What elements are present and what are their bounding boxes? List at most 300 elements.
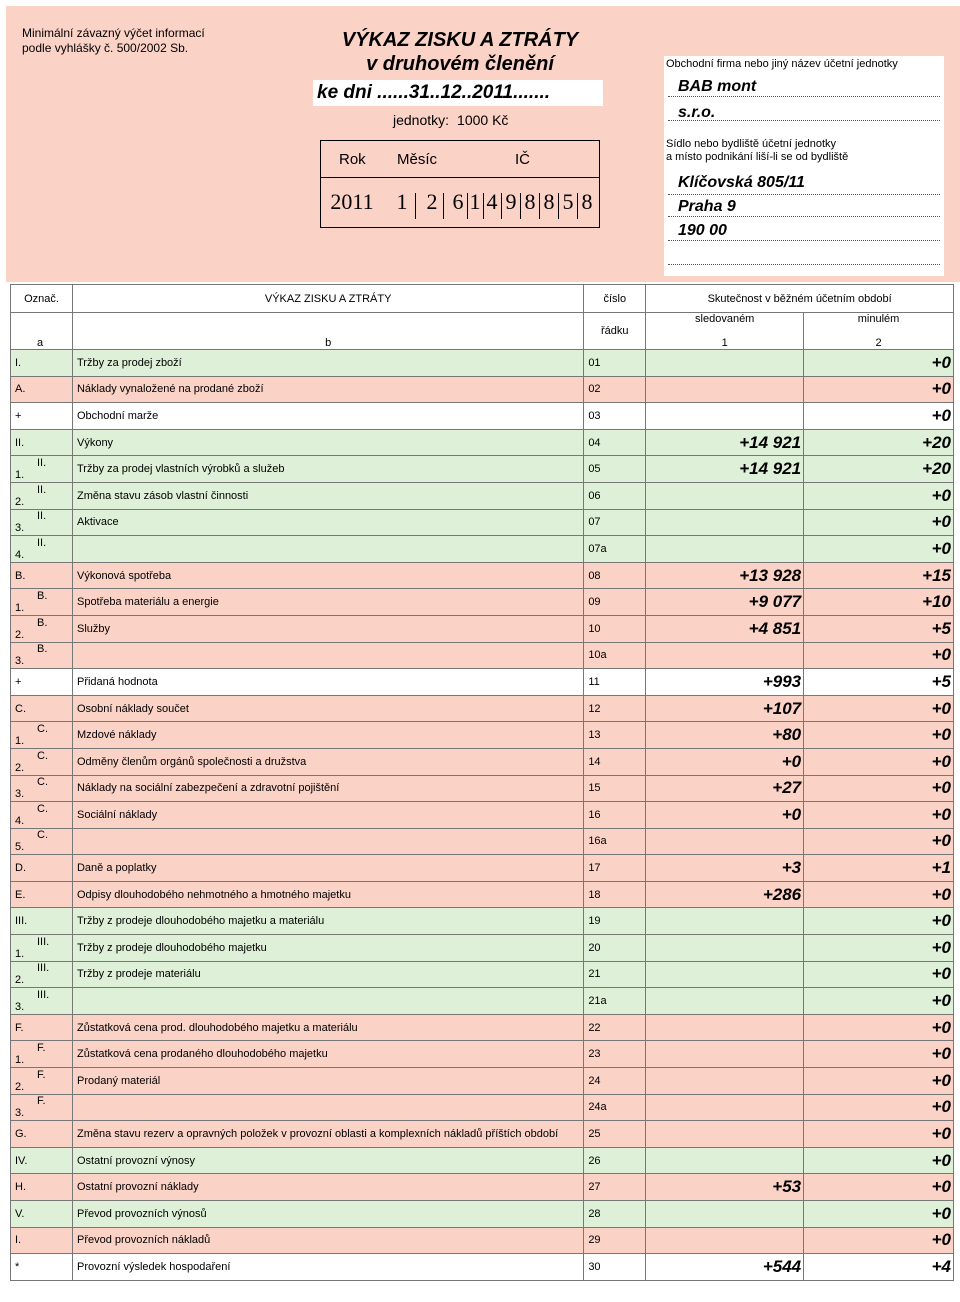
- row-line-number: 12: [584, 695, 646, 722]
- table-row: [11, 376, 954, 403]
- row-previous-value: +0: [804, 403, 954, 430]
- header-col-a: a: [11, 313, 73, 350]
- row-line-number: 03: [584, 403, 646, 430]
- row-label: Sociální náklady: [72, 802, 583, 829]
- row-mark-main: D.: [15, 862, 26, 875]
- row-current-value: +3: [646, 855, 804, 882]
- row-mark-main: II.: [37, 483, 47, 496]
- row-current-value: [646, 1041, 804, 1068]
- row-mark-sub: 1.: [15, 469, 25, 482]
- row-label: Odměny členům orgánů společnosti a družstva: [72, 748, 583, 775]
- firm-caption: Obchodní firma nebo jiný název účetní jednotky: [666, 58, 898, 70]
- row-previous-value: +5: [804, 669, 954, 696]
- digit-separator: [415, 193, 416, 219]
- row-line-number: 10a: [584, 642, 646, 669]
- row-previous-value: +0: [804, 1068, 954, 1095]
- table-row: [11, 1121, 954, 1148]
- table-row: [11, 1227, 954, 1254]
- row-line-number: 16a: [584, 828, 646, 855]
- row-mark-main: *: [15, 1260, 20, 1273]
- address-line1: Klíčovská 805/11: [678, 174, 805, 191]
- units-value: 1000 Kč: [457, 112, 509, 128]
- row-current-value: [646, 908, 804, 935]
- row-label: Tržby z prodeje materiálu: [72, 961, 583, 988]
- table-row: [11, 642, 954, 669]
- table-row: [11, 589, 954, 616]
- units: [393, 112, 508, 128]
- table-row: [11, 828, 954, 855]
- row-mark-main: C.: [37, 776, 48, 789]
- row-line-number: 24a: [584, 1094, 646, 1121]
- row-previous-value: +10: [804, 589, 954, 616]
- ic-label: IČ: [515, 151, 530, 168]
- dotted-line: [668, 194, 940, 195]
- row-mark: [11, 881, 73, 908]
- table-row: [11, 615, 954, 642]
- month-digit: 1: [396, 189, 408, 214]
- row-line-number: 07: [584, 509, 646, 536]
- row-previous-value: +0: [804, 695, 954, 722]
- row-mark-main: A.: [15, 383, 26, 396]
- row-label: Zůstatková cena prod. dlouhodobého majetku a materiálu: [72, 1014, 583, 1041]
- ic-digit: 8: [524, 189, 536, 214]
- row-mark-main: E.: [15, 888, 26, 901]
- row-line-number: 27: [584, 1174, 646, 1201]
- row-current-value: [646, 1201, 804, 1228]
- ic-digit: 5: [562, 189, 574, 214]
- row-line-number: 30: [584, 1254, 646, 1281]
- row-current-value: [646, 350, 804, 377]
- row-mark-sub: 1.: [15, 735, 25, 748]
- row-current-value: +4 851: [646, 615, 804, 642]
- row-current-value: [646, 1121, 804, 1148]
- row-current-value: +9 077: [646, 589, 804, 616]
- digit-separator: [520, 193, 521, 219]
- row-previous-value: +0: [804, 482, 954, 509]
- table-row: [11, 748, 954, 775]
- row-label: Zůstatková cena prodaného dlouhodobého majetku: [72, 1041, 583, 1068]
- row-line-number: 15: [584, 775, 646, 802]
- row-line-number: 28: [584, 1201, 646, 1228]
- row-mark: [11, 855, 73, 882]
- row-line-number: 04: [584, 429, 646, 456]
- year-label: Rok: [339, 151, 366, 168]
- row-mark-main: I.: [15, 1234, 22, 1247]
- month-label: Měsíc: [397, 151, 438, 168]
- row-current-value: +80: [646, 722, 804, 749]
- row-line-number: 24: [584, 1068, 646, 1095]
- row-current-value: [646, 482, 804, 509]
- table-row: [11, 429, 954, 456]
- row-line-number: 16: [584, 802, 646, 829]
- row-mark: [11, 775, 73, 802]
- row-mark: [11, 908, 73, 935]
- table-row: [11, 1068, 954, 1095]
- header-line-number-bottom: řádku: [584, 313, 646, 350]
- ic-digit: 1: [469, 189, 481, 214]
- table-row: [11, 1147, 954, 1174]
- row-current-value: +14 921: [646, 429, 804, 456]
- row-mark-main: III.: [37, 935, 50, 948]
- table-header-row: [11, 313, 954, 350]
- row-label: Změna stavu zásob vlastní činnosti: [72, 482, 583, 509]
- row-mark: [11, 1201, 73, 1228]
- row-label: Aktivace: [72, 509, 583, 536]
- row-mark: [11, 589, 73, 616]
- row-label: Osobní náklady součet: [72, 695, 583, 722]
- row-label: Prodaný materiál: [72, 1068, 583, 1095]
- table-header-row: [11, 285, 954, 313]
- row-previous-value: +0: [804, 1147, 954, 1174]
- row-mark: [11, 1014, 73, 1041]
- row-previous-value: +0: [804, 775, 954, 802]
- row-current-value: [646, 988, 804, 1015]
- report-title-line2: v druhovém členění: [366, 53, 554, 75]
- table-row: [11, 802, 954, 829]
- row-line-number: 25: [584, 1121, 646, 1148]
- row-mark-main: B.: [37, 643, 48, 656]
- table-row: [11, 1041, 954, 1068]
- row-mark-main: +: [15, 675, 22, 688]
- table-row: [11, 1094, 954, 1121]
- row-current-value: [646, 1014, 804, 1041]
- row-current-value: [646, 935, 804, 962]
- row-line-number: 20: [584, 935, 646, 962]
- row-mark-sub: 2.: [15, 761, 25, 774]
- row-label: Ostatní provozní náklady: [72, 1174, 583, 1201]
- row-mark: [11, 509, 73, 536]
- ic-digit: 4: [486, 189, 498, 214]
- row-previous-value: +0: [804, 376, 954, 403]
- row-current-value: [646, 536, 804, 563]
- row-label: [72, 988, 583, 1015]
- row-mark-sub: 1.: [15, 602, 25, 615]
- row-current-value: +53: [646, 1174, 804, 1201]
- row-label: Tržby za prodej vlastních výrobků a služeb: [72, 456, 583, 483]
- row-current-value: +27: [646, 775, 804, 802]
- row-mark: [11, 615, 73, 642]
- row-label: Odpisy dlouhodobého nehmotného a hmotného majetku: [72, 881, 583, 908]
- row-current-value: [646, 509, 804, 536]
- header-previous-label: minulém: [857, 313, 900, 325]
- seat-caption-line2: a místo podnikání liší-li se od bydliště: [666, 151, 849, 163]
- row-previous-value: +20: [804, 429, 954, 456]
- ic-digit: 8: [581, 189, 593, 214]
- row-mark-sub: 5.: [15, 841, 25, 854]
- row-current-value: [646, 376, 804, 403]
- report-date: ke dni ......31..12..2011.......: [313, 80, 603, 106]
- identification-digits: [321, 181, 601, 227]
- row-mark-sub: 2.: [15, 1080, 25, 1093]
- row-mark-main: II.: [15, 436, 25, 449]
- row-mark-main: IV.: [15, 1154, 28, 1167]
- row-mark-main: II.: [37, 510, 47, 523]
- row-mark: [11, 1174, 73, 1201]
- row-mark-main: H.: [15, 1181, 26, 1194]
- row-mark: [11, 1254, 73, 1281]
- row-mark: [11, 988, 73, 1015]
- row-mark-main: III.: [15, 915, 28, 928]
- row-mark: [11, 1041, 73, 1068]
- row-line-number: 29: [584, 1227, 646, 1254]
- row-previous-value: +0: [804, 536, 954, 563]
- row-label: Služby: [72, 615, 583, 642]
- dotted-line: [668, 264, 940, 265]
- row-line-number: 23: [584, 1041, 646, 1068]
- row-line-number: 17: [584, 855, 646, 882]
- digit-separator: [443, 193, 444, 219]
- row-current-value: +544: [646, 1254, 804, 1281]
- digit-separator: [501, 193, 502, 219]
- row-mark: [11, 722, 73, 749]
- row-current-value: +993: [646, 669, 804, 696]
- row-previous-value: +5: [804, 615, 954, 642]
- row-line-number: 01: [584, 350, 646, 377]
- dotted-line: [668, 120, 940, 121]
- row-mark: [11, 1068, 73, 1095]
- dotted-line: [668, 240, 940, 241]
- row-mark-sub: 4.: [15, 548, 25, 561]
- header-col-1: 1: [721, 337, 728, 349]
- table-row: [11, 350, 954, 377]
- table-row: [11, 935, 954, 962]
- seat-caption: [664, 138, 848, 164]
- row-mark: [11, 748, 73, 775]
- row-mark: [11, 403, 73, 430]
- table-row: [11, 509, 954, 536]
- table-row: [11, 908, 954, 935]
- row-line-number: 05: [584, 456, 646, 483]
- table-row: [11, 881, 954, 908]
- row-previous-value: +0: [804, 802, 954, 829]
- row-label: Náklady na sociální zabezpečení a zdravotní pojištění: [72, 775, 583, 802]
- row-mark-main: F.: [37, 1042, 46, 1055]
- row-label: Spotřeba materiálu a energie: [72, 589, 583, 616]
- row-mark-main: C.: [37, 802, 48, 815]
- row-line-number: 11: [584, 669, 646, 696]
- digit-separator: [558, 193, 559, 219]
- row-mark: [11, 1094, 73, 1121]
- row-mark-main: F.: [15, 1021, 24, 1034]
- row-label: Provozní výsledek hospodaření: [72, 1254, 583, 1281]
- row-mark-main: V.: [15, 1207, 25, 1220]
- row-mark-main: B.: [15, 569, 26, 582]
- seat-caption-line1: Sídlo nebo bydliště účetní jednotky: [666, 138, 837, 150]
- row-previous-value: +0: [804, 1227, 954, 1254]
- table-row: [11, 562, 954, 589]
- header-line-number: číslo: [584, 285, 646, 313]
- header-col-2: 2: [875, 337, 882, 349]
- row-line-number: 07a: [584, 536, 646, 563]
- row-line-number: 19: [584, 908, 646, 935]
- header-mark: Označ.: [11, 285, 73, 313]
- row-previous-value: +0: [804, 1041, 954, 1068]
- row-previous-value: +0: [804, 1014, 954, 1041]
- row-label: [72, 536, 583, 563]
- row-label: Tržby z prodeje dlouhodobého majetku: [72, 935, 583, 962]
- header-col-b: b: [72, 313, 583, 350]
- row-line-number: 09: [584, 589, 646, 616]
- row-current-value: +14 921: [646, 456, 804, 483]
- row-current-value: [646, 1094, 804, 1121]
- row-mark: [11, 562, 73, 589]
- row-current-value: +107: [646, 695, 804, 722]
- row-previous-value: +0: [804, 509, 954, 536]
- dotted-line: [668, 216, 940, 217]
- row-label: Daně a poplatky: [72, 855, 583, 882]
- row-mark-main: B.: [37, 590, 48, 603]
- row-mark: [11, 802, 73, 829]
- header-previous: [804, 313, 954, 350]
- row-mark: [11, 828, 73, 855]
- row-mark-main: F.: [37, 1068, 46, 1081]
- row-previous-value: +0: [804, 961, 954, 988]
- address-line2: Praha 9: [678, 198, 736, 215]
- row-current-value: [646, 828, 804, 855]
- row-mark-sub: 2.: [15, 628, 25, 641]
- row-line-number: 14: [584, 748, 646, 775]
- row-previous-value: +4: [804, 1254, 954, 1281]
- digit-separator: [577, 193, 578, 219]
- row-mark: [11, 429, 73, 456]
- row-current-value: +286: [646, 881, 804, 908]
- report-title-line1: VÝKAZ ZISKU A ZTRÁTY: [341, 29, 579, 51]
- row-label: [72, 642, 583, 669]
- row-label: [72, 828, 583, 855]
- row-mark-main: G.: [15, 1128, 27, 1141]
- row-mark-main: II.: [37, 457, 47, 470]
- row-line-number: 02: [584, 376, 646, 403]
- row-mark-main: I.: [15, 356, 22, 369]
- row-previous-value: +0: [804, 748, 954, 775]
- row-mark: [11, 1147, 73, 1174]
- row-mark: [11, 350, 73, 377]
- row-previous-value: +0: [804, 935, 954, 962]
- row-mark-main: III.: [37, 989, 50, 1002]
- table-row: [11, 482, 954, 509]
- row-line-number: 13: [584, 722, 646, 749]
- row-previous-value: +0: [804, 828, 954, 855]
- row-line-number: 22: [584, 1014, 646, 1041]
- table-row: [11, 1201, 954, 1228]
- month-digit: 2: [426, 189, 438, 214]
- row-line-number: 08: [584, 562, 646, 589]
- row-previous-value: +0: [804, 988, 954, 1015]
- year-value: 2011: [330, 189, 374, 214]
- row-mark: [11, 1121, 73, 1148]
- row-current-value: [646, 1068, 804, 1095]
- table-row: [11, 456, 954, 483]
- row-mark: [11, 1227, 73, 1254]
- row-mark-main: II.: [37, 536, 47, 549]
- row-current-value: +13 928: [646, 562, 804, 589]
- row-label: Přidaná hodnota: [72, 669, 583, 696]
- row-label: Tržby za prodej zboží: [72, 350, 583, 377]
- row-label: Ostatní provozní výnosy: [72, 1147, 583, 1174]
- ic-digit: 6: [452, 189, 464, 214]
- profit-loss-table: [10, 284, 954, 1281]
- table-row: [11, 961, 954, 988]
- row-previous-value: +15: [804, 562, 954, 589]
- table-row: [11, 695, 954, 722]
- row-label: Změna stavu rezerv a opravných položek v provozní oblasti a komplexních nákladů příštích období: [72, 1121, 583, 1148]
- row-mark: [11, 376, 73, 403]
- row-previous-value: +0: [804, 350, 954, 377]
- row-previous-value: +0: [804, 722, 954, 749]
- row-mark-sub: 3.: [15, 788, 25, 801]
- report-title: [300, 28, 620, 76]
- row-label: Výkonová spotřeba: [72, 562, 583, 589]
- row-current-value: [646, 1147, 804, 1174]
- table-row: [11, 855, 954, 882]
- table-row: [11, 1174, 954, 1201]
- row-mark-sub: 3.: [15, 522, 25, 535]
- row-previous-value: +0: [804, 908, 954, 935]
- row-mark-sub: 2.: [15, 974, 25, 987]
- table-row: [11, 775, 954, 802]
- company-box: [664, 56, 944, 276]
- header-reality: Skutečnost v běžném účetním období: [646, 285, 954, 313]
- legal-note-line2: podle vyhlášky č. 500/2002 Sb.: [22, 41, 189, 55]
- table-row: [11, 403, 954, 430]
- row-mark-main: +: [15, 409, 22, 422]
- row-mark: [11, 695, 73, 722]
- row-label: Tržby z prodeje dlouhodobého majetku a materiálu: [72, 908, 583, 935]
- row-current-value: [646, 961, 804, 988]
- legal-note-line1: Minimální závazný výčet informací: [22, 26, 205, 40]
- row-label: Náklady vynaložené na prodané zboží: [72, 376, 583, 403]
- legal-note: [22, 26, 242, 56]
- table-row: [11, 1254, 954, 1281]
- dotted-line: [668, 96, 940, 97]
- row-mark-main: C.: [37, 749, 48, 762]
- row-mark-sub: 3.: [15, 1001, 25, 1014]
- row-current-value: [646, 642, 804, 669]
- row-previous-value: +1: [804, 855, 954, 882]
- row-label: Výkony: [72, 429, 583, 456]
- row-mark-sub: 4.: [15, 814, 25, 827]
- row-mark-sub: 2.: [15, 495, 25, 508]
- ic-digit: 8: [543, 189, 555, 214]
- row-previous-value: +0: [804, 1094, 954, 1121]
- identification-box: [320, 140, 600, 228]
- row-label: Převod provozních nákladů: [72, 1227, 583, 1254]
- row-mark-main: C.: [37, 829, 48, 842]
- table-row: [11, 536, 954, 563]
- row-mark-sub: 1.: [15, 1054, 25, 1067]
- row-mark: [11, 935, 73, 962]
- row-previous-value: +0: [804, 881, 954, 908]
- row-current-value: [646, 1227, 804, 1254]
- row-previous-value: +0: [804, 1201, 954, 1228]
- row-current-value: +0: [646, 802, 804, 829]
- digit-separator: [483, 193, 484, 219]
- table-row: [11, 988, 954, 1015]
- row-mark: [11, 536, 73, 563]
- firm-name-line1: BAB mont: [678, 78, 757, 95]
- row-line-number: 10: [584, 615, 646, 642]
- row-line-number: 21: [584, 961, 646, 988]
- row-previous-value: +20: [804, 456, 954, 483]
- row-mark: [11, 482, 73, 509]
- row-mark-main: C.: [15, 702, 26, 715]
- firm-name-line2: s.r.o.: [678, 104, 716, 121]
- row-mark: [11, 669, 73, 696]
- header-current: [646, 313, 804, 350]
- row-previous-value: +0: [804, 1121, 954, 1148]
- row-previous-value: +0: [804, 642, 954, 669]
- table-row: [11, 1014, 954, 1041]
